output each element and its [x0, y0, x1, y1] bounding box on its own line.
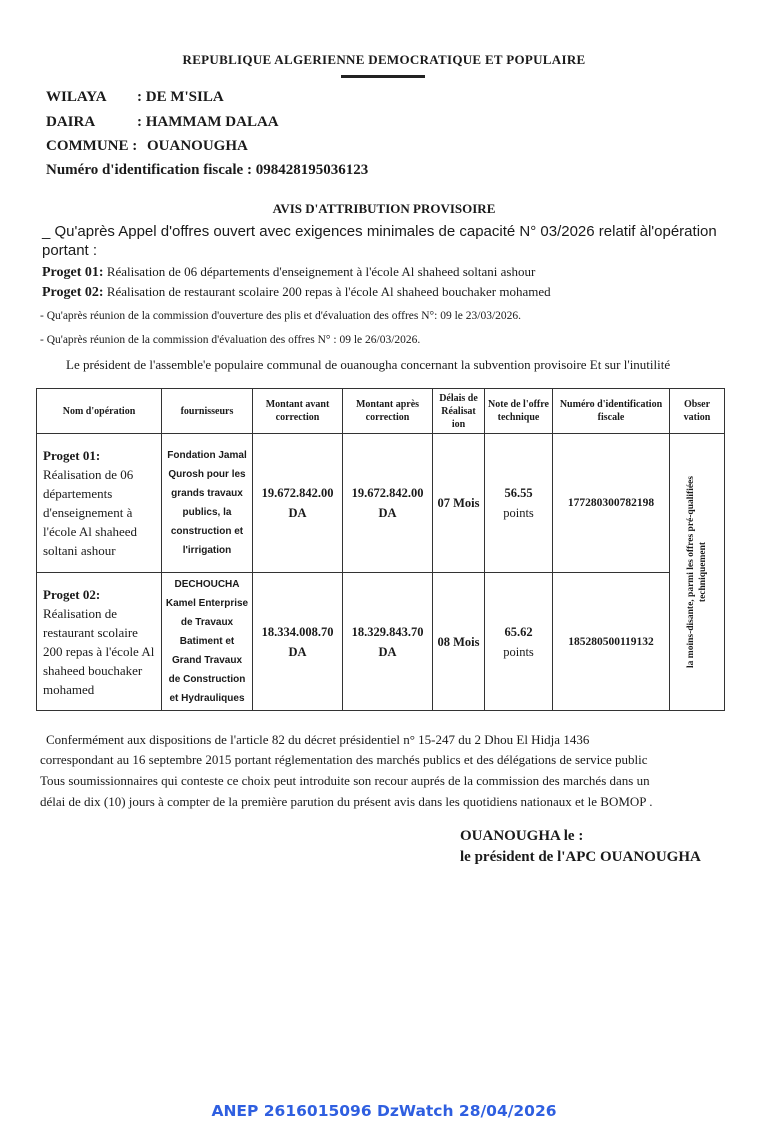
table-header-row [37, 389, 725, 434]
header-observation: Obser vation [670, 389, 725, 434]
project-2-text: Réalisation de restaurant scolaire 200 repas à l'école Al shaheed bouchaker mohamed [103, 284, 551, 299]
results-table [36, 388, 725, 711]
republic-title: REPUBLIQUE ALGERIENNE DEMOCRATIQUE ET POPULAIRE [182, 52, 586, 67]
daira-label: DAIRA [46, 114, 96, 130]
observation-line-2: techniquement [698, 541, 708, 603]
amount-before-cell: 19.672.842.00 DA [253, 434, 343, 573]
meeting-1-line: - Qu'après réunion de la commission d'ouverture des plis et d'évaluation des offres N°: 09 le 23/03/2026. [40, 310, 522, 322]
header-score: Note de l'offre technique [485, 389, 553, 434]
score-unit: points [503, 506, 534, 520]
delay-cell: 07 Mois [433, 434, 485, 573]
operation-cell [37, 434, 162, 573]
project-2-line [42, 284, 551, 301]
header-delay: Délais de Réalisat ion [433, 389, 485, 434]
signature-place: OUANOUGHA le : [460, 828, 584, 844]
header-operation: Nom d'opération [37, 389, 162, 434]
amount-before-cell: 18.334.008.70 DA [253, 573, 343, 711]
project-2-label: Proget 02: [42, 285, 104, 300]
conformity-line-1: Confermément aux dispositions de l'article 82 du décret présidentiel n° 15-247 du 2 Dhou El Hidja 1436 [46, 732, 590, 747]
score-cell [485, 573, 553, 711]
project-1-text: Réalisation de 06 départements d'enseignement à l'école Al shaheed soltani ashour [103, 264, 536, 279]
header-fiscal-id: Numéro d'identification fiscale [553, 389, 670, 434]
notice-title: AVIS D'ATTRIBUTION PROVISOIRE [272, 201, 496, 216]
delay-cell: 08 Mois [433, 573, 485, 711]
observation-line-1: la moins-disante, parmi les offres pré-qualifiées [686, 476, 696, 668]
conformity-line-4: délai de dix (10) jours à compter de la première parution du présent avis dans les quotidiens nationaux et le BOMOP . [40, 794, 653, 809]
score-unit: points [503, 644, 534, 659]
operation-description: Réalisation de 06 départements d'enseignement à l'école Al shaheed soltani ashour [43, 467, 138, 558]
fiscal-id-cell: 185280500119132 [553, 573, 670, 711]
amount-after-cell: 18.329.843.70 DA [343, 573, 433, 711]
operation-title: Proget 02: [43, 586, 101, 602]
meeting-2-line: - Qu'après réunion de la commission d'évaluation des offres N° : 09 le 26/03/2026. [40, 334, 421, 346]
title-underline [341, 75, 425, 78]
project-1-label: Proget 01: [42, 265, 104, 280]
signature-title: le président de l'APC OUANOUGHA [460, 849, 701, 865]
intro-line-1: _ Qu'après Appel d'offres ouvert avec exigences minimales de capacité N° 03/2026 relatif àl'opération [42, 223, 717, 240]
daira-value: : HAMMAM DALAA [137, 114, 279, 130]
table-row [37, 573, 725, 711]
supplier-cell: DECHOUCHA Kamel Enterprise de Travaux Batiment et Grand Travaux de Construction et Hydrauliques [162, 573, 253, 711]
conformity-line-3: Tous soumissionnaires qui conteste ce choix peut introduite son recour auprés de la commission des marchés dans un [40, 773, 650, 788]
fiscal-id-cell: 177280300782198 [553, 434, 670, 573]
supplier-cell: Fondation Jamal Qurosh pour les grands travaux publics, la construction et l'irrigation [162, 434, 253, 573]
fiscal-id-line: Numéro d'identification fiscale : 098428195036123 [46, 162, 369, 178]
score-value: 65.62 [504, 624, 533, 639]
score-cell [485, 434, 553, 573]
operation-description: Réalisation de restaurant scolaire 200 repas à l'école Al shaheed bouchaker mohamed [43, 605, 155, 697]
header-amount-after: Montant après correction [343, 389, 433, 434]
score-value: 56.55 [504, 486, 533, 500]
wilaya-value: : DE M'SILA [137, 89, 224, 105]
intro-line-2: portant : [42, 242, 98, 259]
footer-reference: ANEP 2616015096 DzWatch 28/04/2026 [211, 1102, 557, 1120]
conformity-line-2: correspondant au 16 septembre 2015 portant réglementation des marchés publics et des délégations de service public [40, 752, 648, 767]
table-row [37, 434, 725, 573]
commune-label: COMMUNE : [46, 138, 138, 154]
project-1-line [42, 264, 535, 281]
operation-title: Proget 01: [43, 448, 101, 463]
observation-cell [670, 434, 725, 711]
president-line: Le président de l'assemble'e populaire communal de ouanougha concernant la subvention provisoire Et sur l'inutilité [66, 357, 671, 372]
observation-text [685, 476, 709, 668]
header-suppliers: fournisseurs [162, 389, 253, 434]
wilaya-label: WILAYA [46, 89, 107, 105]
amount-after-cell: 19.672.842.00 DA [343, 434, 433, 573]
header-amount-before: Montant avant correction [253, 389, 343, 434]
commune-value: OUANOUGHA [147, 138, 248, 154]
operation-cell [37, 573, 162, 711]
